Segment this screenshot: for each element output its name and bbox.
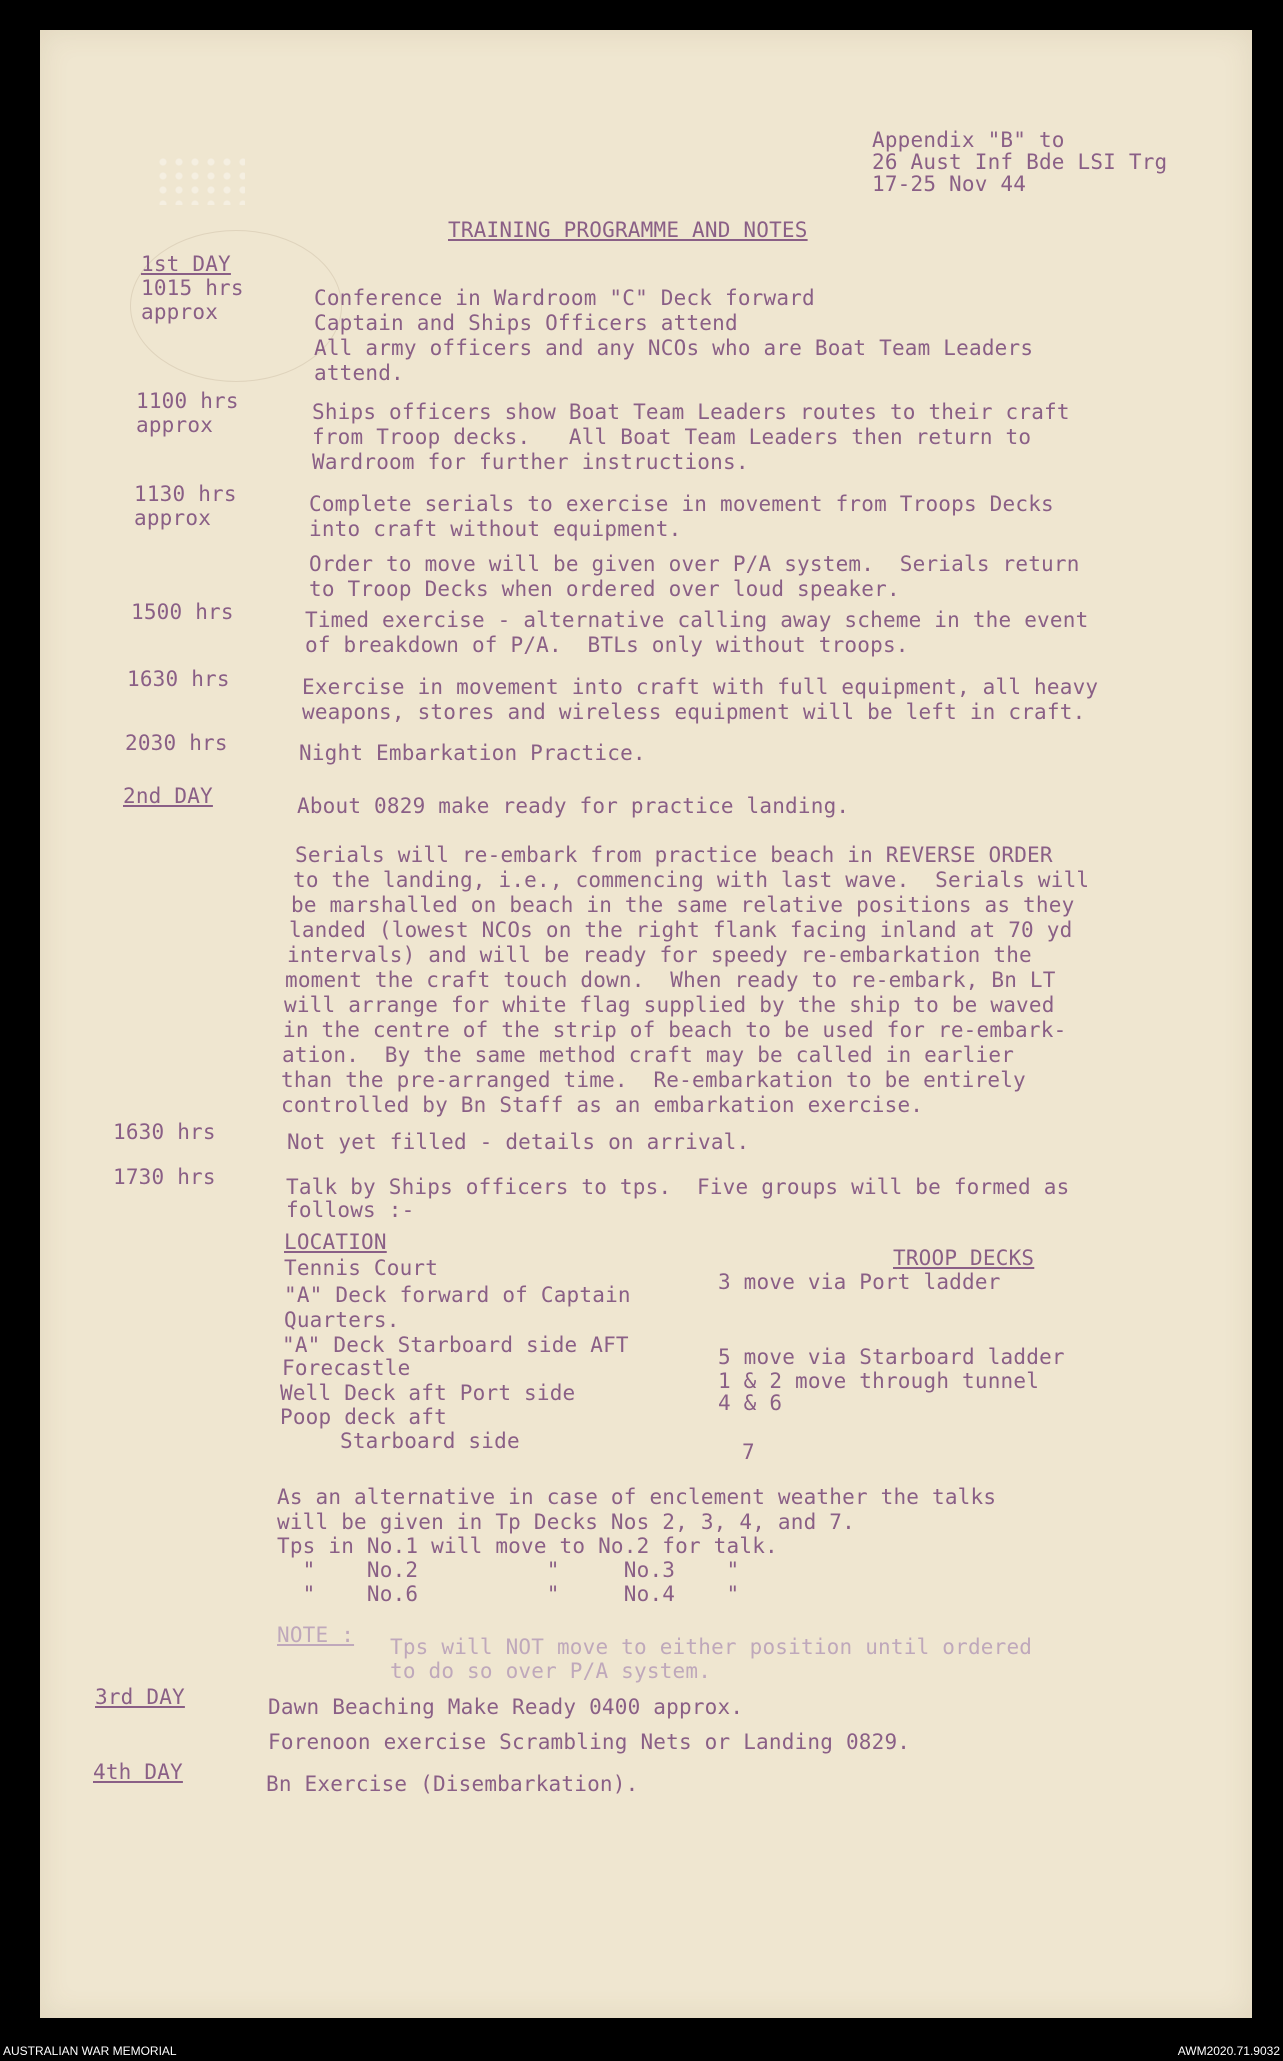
day2-para-line: ation. By the same method craft may be called in earlier	[282, 1043, 1015, 1067]
troop-deck-item: 1 & 2 move through tunnel	[718, 1369, 1040, 1393]
day1-e1-line2: Captain and Ships Officers attend	[314, 311, 738, 335]
location-item: Poop deck aft	[280, 1405, 447, 1429]
day2-intro: About 0829 make ready for practice landing.	[297, 794, 850, 818]
day1-e2-approx: approx	[136, 413, 214, 437]
day2-para-line: than the pre-arranged time. Re-embarkation to be entirely	[281, 1068, 1026, 1092]
troop-deck-item: 3 move via Port ladder	[718, 1270, 1001, 1294]
location-header: LOCATION	[284, 1230, 387, 1254]
alternative-line: " No.2 " No.3 "	[277, 1558, 740, 1582]
day2-e1-time: 1630 hrs	[113, 1120, 216, 1144]
footer-credit: AUSTRALIAN WAR MEMORIAL	[3, 2044, 177, 2058]
day2-e2-line2: follows :-	[286, 1198, 415, 1222]
location-item: "A" Deck forward of Captain	[284, 1283, 631, 1307]
day2-para-line: landed (lowest NCOs on the right flank facing inland at 70 yd	[289, 918, 1073, 942]
day2-para-line: intervals) and will be ready for speedy re-embarkation the	[287, 943, 1032, 967]
day1-e2-time: 1100 hrs	[136, 389, 239, 413]
paper-stain	[155, 155, 245, 205]
alternative-line: As an alternative in case of enclement weather the talks	[277, 1485, 997, 1509]
page-title: TRAINING PROGRAMME AND NOTES	[448, 218, 808, 242]
day2-para-line: Serials will re-embark from practice beach in REVERSE ORDER	[295, 843, 1053, 867]
day1-e3-line2: into craft without equipment.	[309, 517, 682, 541]
troop-deck-item: 5 move via Starboard ladder	[718, 1345, 1065, 1369]
day2-para-line: in the centre of the strip of beach to be used for re-embark-	[283, 1018, 1067, 1042]
day1-e4-time: 1500 hrs	[131, 600, 234, 624]
day1-e6-time: 2030 hrs	[125, 731, 228, 755]
day1-e5-time: 1630 hrs	[127, 667, 230, 691]
troop-deck-item: 7	[742, 1440, 755, 1464]
alternative-line: Tps in No.1 will move to No.2 for talk.	[277, 1534, 778, 1558]
day1-e5-line1: Exercise in movement into craft with full equipment, all heavy	[302, 675, 1099, 699]
day1-e3-line4: to Troop Decks when ordered over loud speaker.	[309, 577, 900, 601]
day3-line2: Forenoon exercise Scrambling Nets or Landing 0829.	[268, 1730, 911, 1754]
day2-e1-text: Not yet filled - details on arrival.	[287, 1130, 750, 1154]
note-label: NOTE :	[277, 1623, 355, 1647]
day1-e2-line2: from Troop decks. All Boat Team Leaders then return to	[312, 425, 1032, 449]
day1-e3-approx: approx	[134, 506, 212, 530]
day3-label: 3rd DAY	[95, 1685, 185, 1709]
day1-e5-line2: weapons, stores and wireless equipment will be left in craft.	[302, 700, 1086, 724]
footer-catalog-id: AWM2020.71.9032	[1177, 2044, 1280, 2058]
day1-e6-line1: Night Embarkation Practice.	[299, 741, 646, 765]
troop-deck-item: 4 & 6	[718, 1391, 783, 1415]
location-item: "A" Deck Starboard side AFT	[282, 1333, 629, 1357]
note-line1: Tps will NOT move to either position until ordered	[390, 1635, 1033, 1659]
day1-e1-line1: Conference in Wardroom "C" Deck forward	[314, 286, 815, 310]
day2-e2-time: 1730 hrs	[113, 1165, 216, 1189]
location-item: Tennis Court	[284, 1256, 439, 1280]
alternative-line: " No.6 " No.4 "	[277, 1582, 740, 1606]
troop-decks-header: TROOP DECKS	[893, 1246, 1035, 1270]
day3-line1: Dawn Beaching Make Ready 0400 approx.	[268, 1695, 744, 1719]
day1-e1-line3: All army officers and any NCOs who are Boat Team Leaders	[314, 336, 1034, 360]
day2-label: 2nd DAY	[123, 784, 213, 808]
alternative-line: will be given in Tp Decks Nos 2, 3, 4, and 7.	[277, 1510, 855, 1534]
day1-label: 1st DAY	[141, 252, 231, 276]
day4-line1: Bn Exercise (Disembarkation).	[266, 1772, 639, 1796]
day1-e2-line1: Ships officers show Boat Team Leaders routes to their craft	[312, 400, 1070, 424]
location-item: Forecastle	[282, 1356, 411, 1380]
day1-e1-time: 1015 hrs	[141, 276, 244, 300]
day1-e1-approx: approx	[141, 300, 219, 324]
location-item: Starboard side	[340, 1429, 520, 1453]
day2-para-line: be marshalled on beach in the same relative positions as they	[291, 893, 1075, 917]
day4-label: 4th DAY	[93, 1760, 183, 1784]
location-item: Quarters.	[284, 1308, 400, 1332]
day2-para-line: controlled by Bn Staff as an embarkation exercise.	[281, 1093, 924, 1117]
day2-para-line: to the landing, i.e., commencing with last wave. Serials will	[293, 868, 1090, 892]
day2-para-line: will arrange for white flag supplied by the ship to be waved	[284, 993, 1055, 1017]
day1-e4-line2: of breakdown of P/A. BTLs only without troops.	[305, 633, 909, 657]
appendix-line-2: 26 Aust Inf Bde LSI Trg	[872, 150, 1168, 174]
note-line2: to do so over P/A system.	[390, 1659, 712, 1683]
day1-e1-line4: attend.	[314, 361, 404, 385]
day1-e3-time: 1130 hrs	[134, 482, 237, 506]
day2-para-line: moment the craft touch down. When ready to re-embark, Bn LT	[285, 968, 1056, 992]
day1-e3-line1: Complete serials to exercise in movement from Troops Decks	[309, 492, 1054, 516]
day1-e3-line3: Order to move will be given over P/A system. Serials return	[309, 552, 1080, 576]
appendix-line-1: Appendix "B" to	[872, 128, 1065, 152]
appendix-line-3: 17-25 Nov 44	[872, 172, 1027, 196]
day2-e2-line1: Talk by Ships officers to tps. Five groups will be formed as	[286, 1175, 1070, 1199]
day1-e2-line3: Wardroom for further instructions.	[312, 450, 749, 474]
day1-e4-line1: Timed exercise - alternative calling away scheme in the event	[305, 608, 1089, 632]
location-item: Well Deck aft Port side	[280, 1381, 576, 1405]
